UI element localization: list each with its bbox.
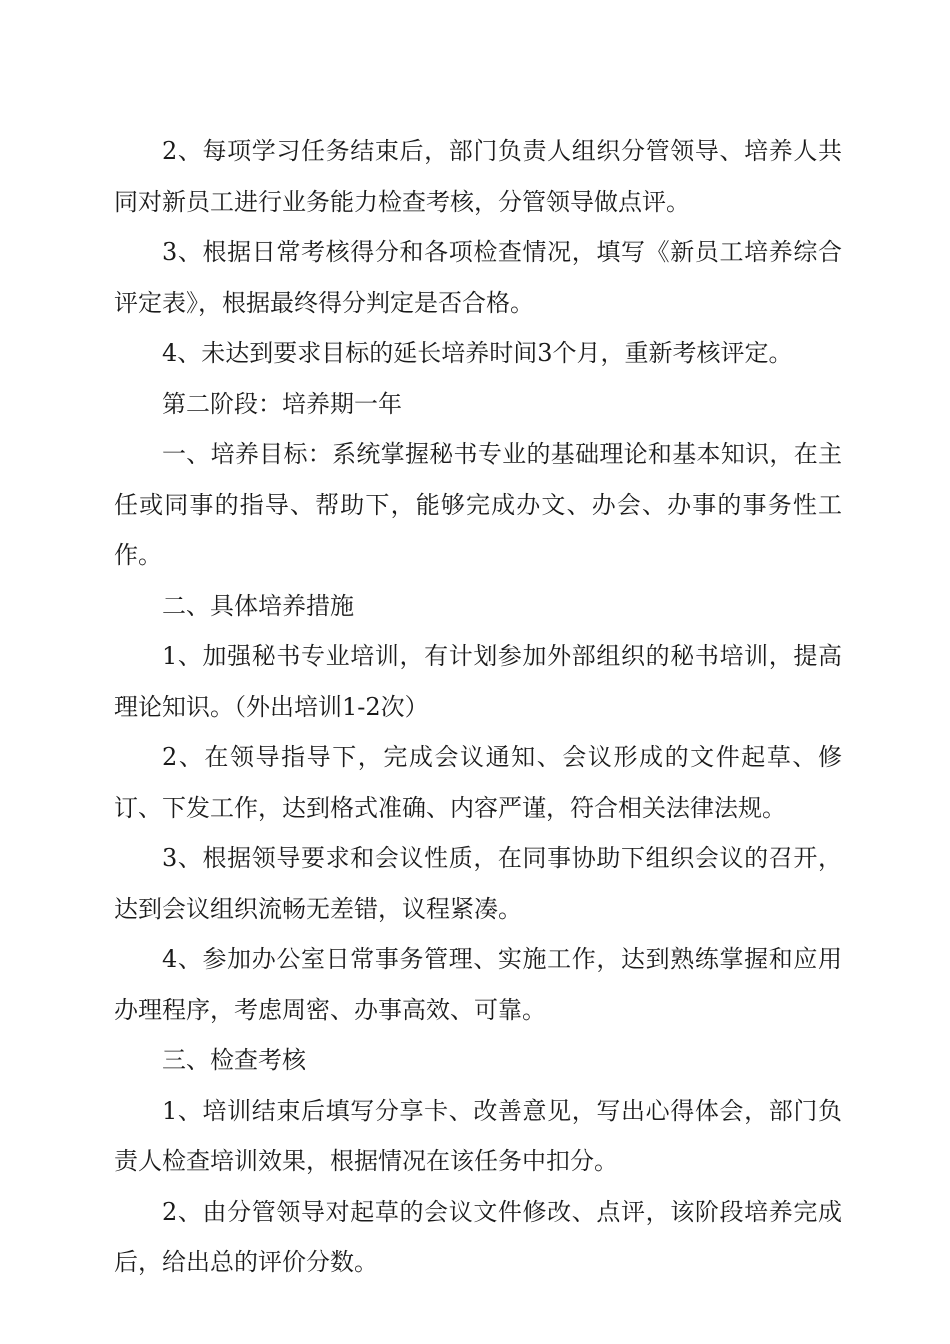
paragraph-measure-2: 2、在领导指导下，完成会议通知、会议形成的文件起草、修订、下发工作，达到格式准确、内容严谨，符合相关法律法规。 <box>114 743 842 822</box>
paragraph-inspection-2: 2、由分管领导对起草的会议文件修改、点评，该阶段培养完成后，给出总的评价分数。 <box>114 1197 842 1276</box>
paragraph-inspection-1: 1、培训结束后填写分享卡、改善意见，写出心得体会，部门负责人检查培训效果，根据情况在该任务中扣分。 <box>114 1096 842 1175</box>
section-heading-measures: 二、具体培养措施 <box>162 591 354 620</box>
paragraph-training-goal: 一、培养目标：系统掌握秘书专业的基础理论和基本知识，在主任或同事的指导、帮助下，能够完成办文、办会、办事的事务性工作。 <box>114 440 842 569</box>
paragraph-measure-1: 1、加强秘书专业培训，有计划参加外部组织的秘书培训，提高理论知识。（外出培训1-2次） <box>114 642 842 721</box>
paragraph-review-assessment: 2、每项学习任务结束后，部门负责人组织分管领导、培养人共同对新员工进行业务能力检查考核，分管领导做点评。 <box>114 137 842 216</box>
section-heading-inspection: 三、检查考核 <box>162 1046 306 1074</box>
section-heading-stage-two: 第二阶段：培养期一年 <box>162 389 402 418</box>
paragraph-evaluation-form: 3、根据日常考核得分和各项检查情况，填写《新员工培养综合评定表》，根据最终得分判定是否合格。 <box>114 238 842 317</box>
paragraph-measure-4: 4、参加办公室日常事务管理、实施工作，达到熟练掌握和应用办理程序，考虑周密、办事高效、可靠。 <box>114 945 842 1024</box>
document-body <box>114 126 842 1288</box>
paragraph-measure-3: 3、根据领导要求和会议性质，在同事协助下组织会议的召开，达到会议组织流畅无差错，议程紧凑。 <box>114 844 842 923</box>
paragraph-extension: 4、未达到要求目标的延长培养时间3个月，重新考核评定。 <box>162 339 793 367</box>
